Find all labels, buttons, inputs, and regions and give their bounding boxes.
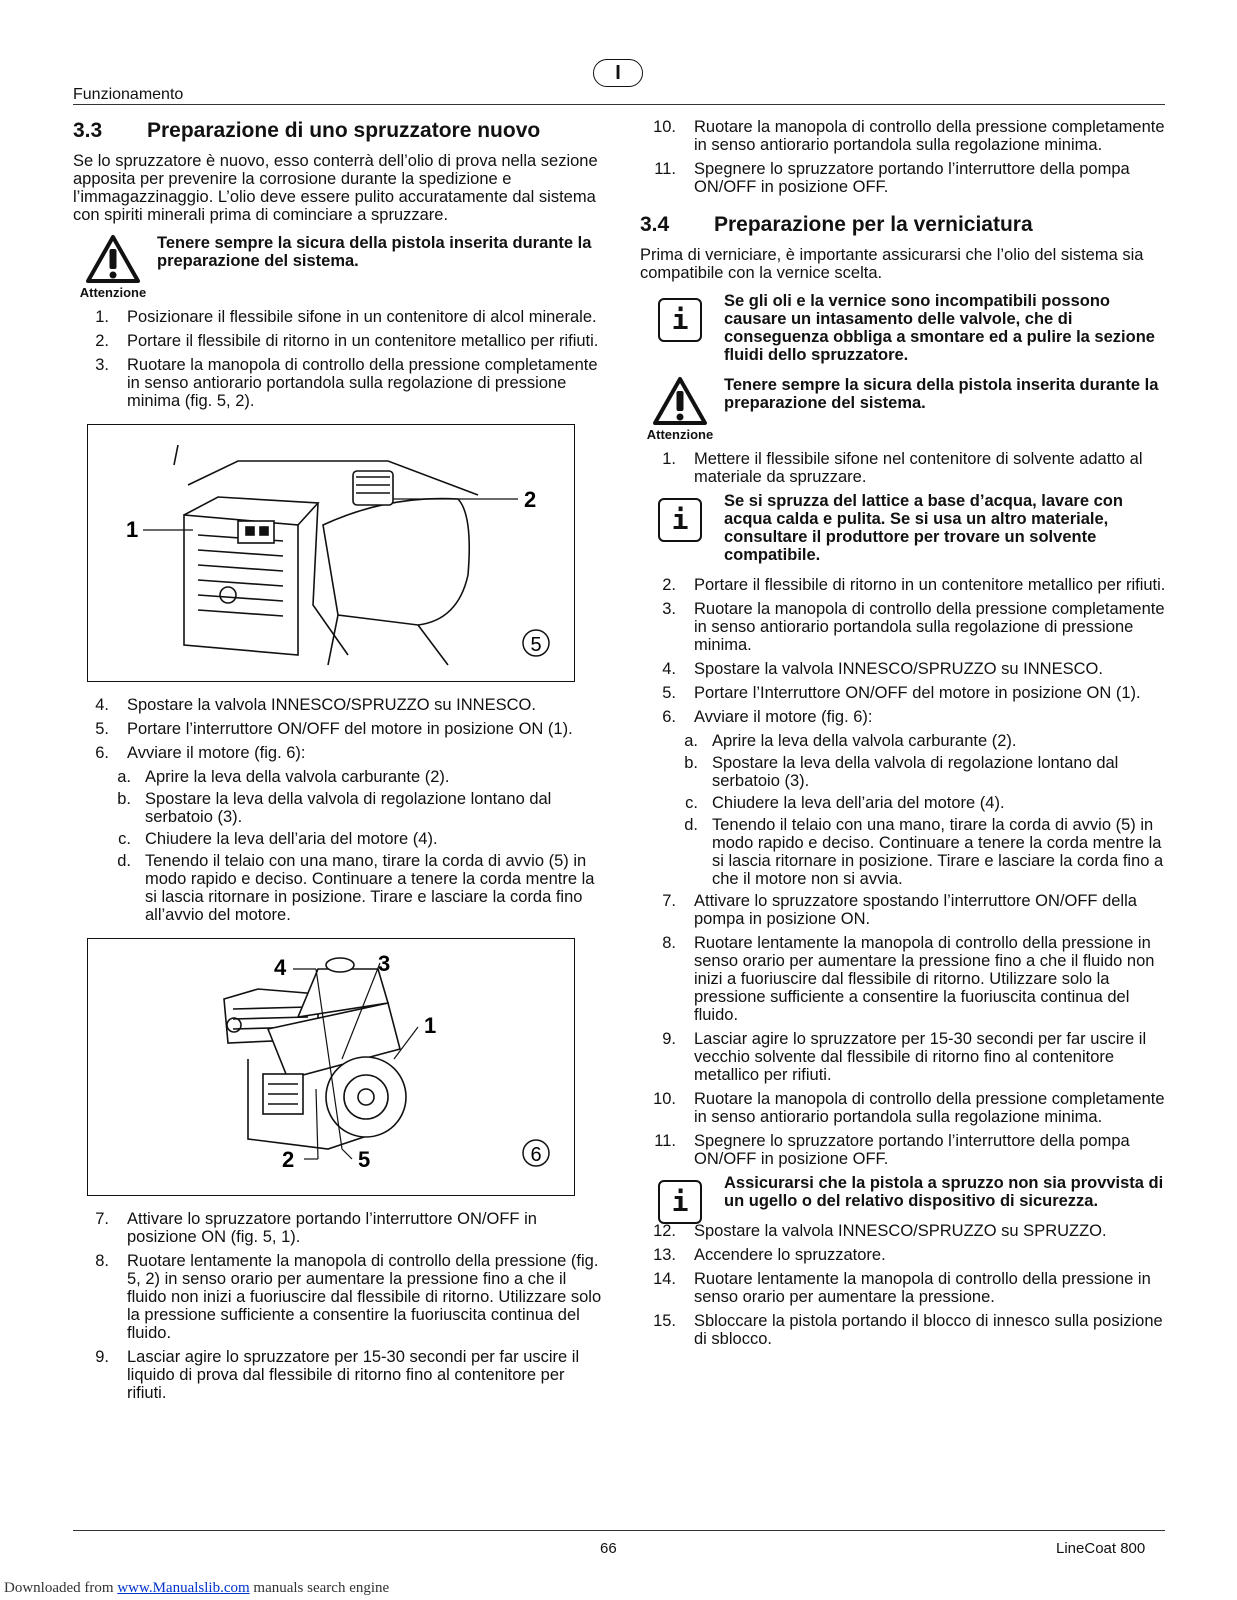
list-item-text: Spostare la valvola INNESCO/SPRUZZO su INNESCO. bbox=[694, 660, 1103, 678]
list-item-text: Ruotare la manopola di controllo della pressione completamente in senso antiorario portandola sulla regolazione di pressione minima. bbox=[694, 600, 1165, 654]
list-item-text: Mettere il flessibile sifone nel contenitore di solvente adatto al materiale da spruzzare. bbox=[694, 450, 1143, 486]
list-item-number: 6. bbox=[662, 708, 676, 726]
list-item-text: Lasciar agire lo spruzzatore per 15-30 secondi per far uscire il liquido di prova dal flessibile di ritorno fino al contenitore per rifiuti. bbox=[127, 1348, 580, 1402]
list-item-number: c. bbox=[685, 794, 698, 812]
footer-rule bbox=[73, 1530, 1165, 1531]
list-item-number: 3. bbox=[95, 356, 109, 374]
list-item-number: 8. bbox=[95, 1252, 109, 1270]
list-item-text: Attivare lo spruzzatore portando l’interruttore ON/OFF in posizione ON (fig. 5, 1). bbox=[127, 1210, 537, 1246]
list-item bbox=[640, 576, 1170, 594]
callout-1: 1 bbox=[424, 1013, 437, 1038]
list-item-number: 13. bbox=[653, 1246, 676, 1264]
list-item bbox=[640, 1132, 1170, 1168]
warning-label: Attenzione bbox=[79, 285, 147, 300]
list-item-text: Spostare la valvola INNESCO/SPRUZZO su INNESCO. bbox=[127, 696, 536, 714]
list-item-number: 11. bbox=[654, 160, 676, 178]
list-item bbox=[73, 720, 603, 738]
list-item-number: d. bbox=[117, 852, 131, 870]
steps-list bbox=[73, 308, 603, 410]
list-item-text: Ruotare lentamente la manopola di controllo della pressione (fig. 5, 2) in senso orario per aumentare la pressione fino a che il fluido non inizi a fuoriuscire dal flessibile di ritorno. Utilizzare solo la pressione sufficiente a consentire la fuoriuscita continua del fluido. bbox=[127, 1252, 602, 1342]
list-item-text: Aprire la leva della valvola carburante (2). bbox=[145, 768, 450, 786]
list-item-number: 5. bbox=[662, 684, 676, 702]
list-item bbox=[73, 790, 603, 826]
right-column bbox=[640, 118, 1170, 1354]
list-item-text: Ruotare la manopola di controllo della pressione completamente in senso antiorario portandola sulla regolazione minima. bbox=[694, 118, 1165, 154]
steps-list bbox=[640, 576, 1170, 726]
page-number: 66 bbox=[600, 1540, 617, 1557]
section-heading-3-3 bbox=[73, 118, 603, 144]
steps-list bbox=[640, 892, 1170, 1168]
info-note bbox=[640, 492, 1170, 564]
figure-5 bbox=[87, 424, 575, 682]
info-text: Se gli oli e la vernice sono incompatibili possono causare un intasamento delle valvole, che di conseguenza obbliga a smontare ed a pulire la sezione fluidi dello spruzzatore. bbox=[724, 292, 1155, 364]
steps-list bbox=[73, 696, 603, 762]
list-item bbox=[73, 768, 603, 786]
list-item-text: Avviare il motore (fig. 6): bbox=[694, 708, 873, 726]
list-item-text: Spostare la leva della valvola di regolazione lontano dal serbatoio (3). bbox=[712, 754, 1119, 790]
list-item-number: 11. bbox=[654, 1132, 676, 1150]
list-item-number: 2. bbox=[662, 576, 676, 594]
list-item bbox=[640, 1312, 1170, 1348]
list-item-text: Spegnere lo spruzzatore portando l’interruttore della pompa ON/OFF in posizione OFF. bbox=[694, 160, 1130, 196]
list-item-number: a. bbox=[684, 732, 698, 750]
figure-6-illustration bbox=[88, 939, 574, 1195]
list-item-number: 12. bbox=[653, 1222, 676, 1240]
info-icon: i bbox=[640, 292, 720, 342]
list-item bbox=[640, 684, 1170, 702]
header-rule bbox=[73, 104, 1165, 105]
list-item-number: 9. bbox=[662, 1030, 676, 1048]
list-item-number: 5. bbox=[95, 720, 109, 738]
list-item bbox=[73, 308, 603, 326]
list-item-number: 6. bbox=[95, 744, 109, 762]
list-item bbox=[640, 600, 1170, 654]
callout-2: 2 bbox=[282, 1147, 295, 1172]
intro-paragraph: Se lo spruzzatore è nuovo, esso conterrà dell’olio di prova nella sezione apposita per prevenire la corrosione durante la spedizione e l’immagazzinaggio. L’olio deve essere pulito accuratamente dal sistema con spiriti minerali prima di cominciare a spruzzare. bbox=[73, 152, 598, 224]
list-item-text: Chiudere la leva dell’aria del motore (4). bbox=[145, 830, 438, 848]
list-item-text: Tenendo il telaio con una mano, tirare la corda di avvio (5) in modo rapido e deciso. Continuare a tenere la corda mentre la si lascia ritornare in posizione. Tirare e lasciare la corda fino a che il motore non si avvia. bbox=[712, 816, 1164, 888]
steps-list bbox=[640, 118, 1170, 196]
list-item-number: 1. bbox=[662, 450, 676, 468]
product-name: LineCoat 800 bbox=[1056, 1540, 1146, 1557]
list-item bbox=[640, 1222, 1170, 1240]
list-item-text: Spostare la valvola INNESCO/SPRUZZO su SPRUZZO. bbox=[694, 1222, 1107, 1240]
list-item bbox=[640, 450, 1170, 486]
section-title: Preparazione per la verniciatura bbox=[714, 213, 1033, 236]
list-item-text: Tenendo il telaio con una mano, tirare la corda di avvio (5) in modo rapido e deciso. Continuare a tenere la corda mentre la si lascia ritornare in posizione. Tirare e lasciare la corda fino all’avvio del motore. bbox=[145, 852, 595, 924]
figure-number: 5 bbox=[530, 634, 542, 656]
list-item-number: 4. bbox=[662, 660, 676, 678]
list-item bbox=[640, 118, 1170, 154]
manualslib-link[interactable]: www.Manualslib.com bbox=[117, 1580, 250, 1596]
list-item-text: Accendere lo spruzzatore. bbox=[694, 1246, 886, 1264]
list-item bbox=[640, 1270, 1170, 1306]
section-number: 3.4 bbox=[640, 213, 670, 236]
list-item-text: Ruotare lentamente la manopola di controllo della pressione in senso orario per aumentare la pressione fino a che il fluido non inizi a fuoriuscire dal flessibile di ritorno. Utilizzare solo la pressione sufficiente a consentire la fuoriuscita continua del fluido. bbox=[694, 934, 1155, 1024]
download-note bbox=[4, 1580, 389, 1597]
callout-2: 2 bbox=[524, 487, 537, 512]
warning-icon bbox=[640, 376, 720, 444]
list-item-text: Spostare la leva della valvola di regolazione lontano dal serbatoio (3). bbox=[145, 790, 552, 826]
figure-5-illustration bbox=[88, 425, 574, 681]
callout-4: 4 bbox=[274, 955, 287, 980]
list-item-text: Portare il flessibile di ritorno in un contenitore metallico per rifiuti. bbox=[694, 576, 1166, 594]
list-item bbox=[640, 754, 1170, 790]
section-title: Preparazione di uno spruzzatore nuovo bbox=[147, 119, 541, 142]
list-item bbox=[640, 816, 1170, 888]
callout-3: 3 bbox=[378, 951, 391, 976]
list-item bbox=[640, 934, 1170, 1024]
info-text: Se si spruzza del lattice a base d’acqua, lavare con acqua calda e pulita. Se si usa un altro materiale, consultare il produttore per trovare un solvente compatibile. bbox=[724, 492, 1123, 564]
list-item-text: Portare l’interruttore ON/OFF del motore in posizione ON (1). bbox=[127, 720, 573, 738]
warning-note bbox=[640, 376, 1170, 442]
list-item-number: 7. bbox=[95, 1210, 109, 1228]
list-item-number: c. bbox=[118, 830, 131, 848]
warning-note bbox=[73, 234, 603, 300]
list-item-number: b. bbox=[684, 754, 698, 772]
list-item-text: Ruotare lentamente la manopola di controllo della pressione in senso orario per aumentare la pressione. bbox=[694, 1270, 1151, 1306]
list-item-text: Sbloccare la pistola portando il blocco di innesco sulla posizione di sblocco. bbox=[694, 1312, 1163, 1348]
list-item bbox=[640, 794, 1170, 812]
list-item-number: 10. bbox=[653, 1090, 676, 1108]
list-item bbox=[640, 160, 1170, 196]
warning-icon bbox=[73, 234, 153, 302]
steps-list bbox=[73, 1210, 603, 1402]
list-item bbox=[640, 892, 1170, 928]
intro-paragraph: Prima di verniciare, è importante assicurarsi che l’olio del sistema sia compatibile con la vernice scelta. bbox=[640, 246, 1144, 282]
list-item-text: Ruotare la manopola di controllo della pressione completamente in senso antiorario portandola sulla regolazione minima. bbox=[694, 1090, 1165, 1126]
download-suffix: manuals search engine bbox=[249, 1580, 390, 1596]
warning-text: Tenere sempre la sicura della pistola inserita durante la preparazione del sistema. bbox=[724, 376, 1159, 412]
steps-list bbox=[640, 450, 1170, 486]
list-item-number: 4. bbox=[95, 696, 109, 714]
list-item-text: Lasciar agire lo spruzzatore per 15-30 secondi per far uscire il vecchio solvente dal flessibile di ritorno fino al contenitore metallico per rifiuti. bbox=[694, 1030, 1147, 1084]
callout-1: 1 bbox=[126, 517, 139, 542]
list-item-number: b. bbox=[117, 790, 131, 808]
list-item-number: 8. bbox=[662, 934, 676, 952]
list-item-text: Posizionare il flessibile sifone in un contenitore di alcol minerale. bbox=[127, 308, 597, 326]
list-item-number: 9. bbox=[95, 1348, 109, 1366]
info-icon: i bbox=[640, 492, 720, 542]
list-item-text: Aprire la leva della valvola carburante (2). bbox=[712, 732, 1017, 750]
header-section-title: Funzionamento bbox=[73, 86, 184, 103]
list-item-number: 14. bbox=[653, 1270, 676, 1288]
list-item-number: 15. bbox=[653, 1312, 676, 1330]
download-prefix: Downloaded from bbox=[4, 1580, 118, 1596]
info-text: Assicurarsi che la pistola a spruzzo non sia provvista di un ugello o del relativo dispositivo di sicurezza. bbox=[724, 1174, 1164, 1210]
list-item bbox=[640, 732, 1170, 750]
list-item-number: a. bbox=[117, 768, 131, 786]
list-item-text: Spegnere lo spruzzatore portando l’interruttore della pompa ON/OFF in posizione OFF. bbox=[694, 1132, 1130, 1168]
substeps-list bbox=[73, 768, 603, 924]
list-item bbox=[640, 660, 1170, 678]
figure-number: 6 bbox=[530, 1144, 542, 1166]
list-item-number: 10. bbox=[653, 118, 676, 136]
section-number: 3.3 bbox=[73, 119, 103, 142]
info-note bbox=[640, 1174, 1170, 1218]
info-note bbox=[640, 292, 1170, 364]
list-item bbox=[73, 852, 603, 924]
section-heading-3-4 bbox=[640, 212, 1170, 238]
list-item bbox=[640, 708, 1170, 726]
list-item bbox=[73, 744, 603, 762]
list-item bbox=[73, 1252, 603, 1342]
warning-text: Tenere sempre la sicura della pistola inserita durante la preparazione del sistema. bbox=[157, 234, 592, 270]
list-item-number: 2. bbox=[95, 332, 109, 350]
list-item-text: Portare il flessibile di ritorno in un contenitore metallico per rifiuti. bbox=[127, 332, 599, 350]
list-item bbox=[640, 1246, 1170, 1264]
list-item-text: Chiudere la leva dell’aria del motore (4). bbox=[712, 794, 1005, 812]
list-item bbox=[73, 356, 603, 410]
list-item bbox=[73, 1348, 603, 1402]
figure-6 bbox=[87, 938, 575, 1196]
list-item-number: 3. bbox=[662, 600, 676, 618]
list-item-text: Attivare lo spruzzatore spostando l’interruttore ON/OFF della pompa in posizione ON. bbox=[694, 892, 1137, 928]
list-item-text: Avviare il motore (fig. 6): bbox=[127, 744, 306, 762]
list-item-text: Portare l’Interruttore ON/OFF del motore in posizione ON (1). bbox=[694, 684, 1141, 702]
list-item bbox=[73, 1210, 603, 1246]
list-item-text: Ruotare la manopola di controllo della pressione completamente in senso antiorario portandola sulla regolazione di pressione minima (fig. 5, 2). bbox=[127, 356, 598, 410]
list-item bbox=[73, 830, 603, 848]
list-item-number: d. bbox=[684, 816, 698, 834]
list-item-number: 7. bbox=[662, 892, 676, 910]
callout-5: 5 bbox=[358, 1147, 371, 1172]
substeps-list bbox=[640, 732, 1170, 888]
left-column bbox=[73, 118, 603, 1408]
language-badge: I bbox=[593, 59, 643, 87]
list-item bbox=[73, 696, 603, 714]
warning-label: Attenzione bbox=[646, 427, 714, 442]
list-item-number: 1. bbox=[95, 308, 109, 326]
list-item bbox=[640, 1090, 1170, 1126]
list-item bbox=[640, 1030, 1170, 1084]
list-item bbox=[73, 332, 603, 350]
steps-list bbox=[640, 1222, 1170, 1348]
info-icon: i bbox=[640, 1174, 720, 1224]
